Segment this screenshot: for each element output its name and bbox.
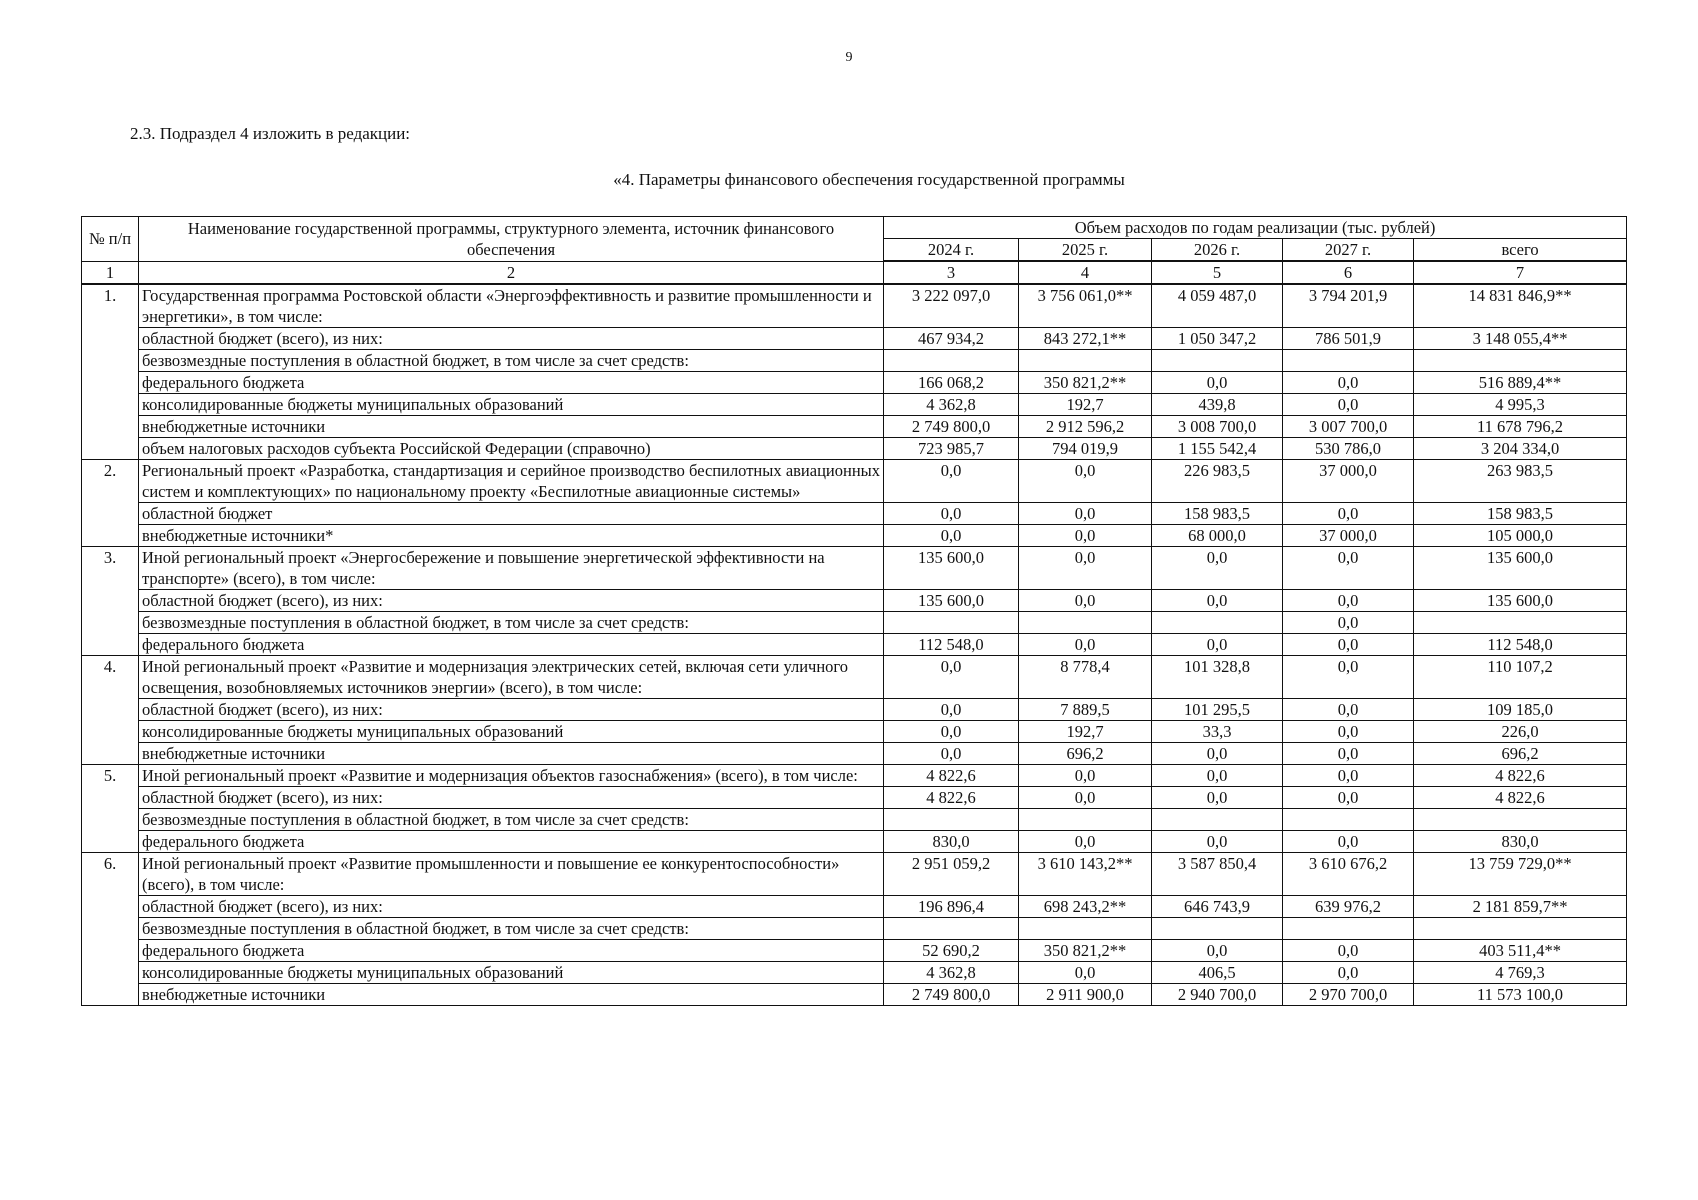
header-year: 2026 г.	[1152, 239, 1283, 262]
value-year	[1019, 350, 1152, 372]
value-year: 192,7	[1019, 394, 1152, 416]
value-total: 11 573 100,0	[1414, 984, 1627, 1006]
value-year: 0,0	[1152, 940, 1283, 962]
value-year: 0,0	[1283, 634, 1414, 656]
table-row-source	[82, 743, 1627, 765]
value-year: 2 940 700,0	[1152, 984, 1283, 1006]
table-row-source	[82, 394, 1627, 416]
value-year: 843 272,1**	[1019, 328, 1152, 350]
value-year: 166 068,2	[884, 372, 1019, 394]
header-year: 2027 г.	[1283, 239, 1414, 262]
value-year: 2 749 800,0	[884, 984, 1019, 1006]
table-row-source	[82, 438, 1627, 460]
value-year: 0,0	[1019, 525, 1152, 547]
value-year: 2 951 059,2	[884, 853, 1019, 896]
item-name: Государственная программа Ростовской области «Энергоэффективность и развитие промышленности и энергетики», в том числе:	[139, 284, 884, 328]
value-total	[1414, 809, 1627, 831]
table-row-source	[82, 590, 1627, 612]
value-total: 135 600,0	[1414, 547, 1627, 590]
value-total: 4 769,3	[1414, 962, 1627, 984]
table-row-source	[82, 372, 1627, 394]
row-number: 1.	[82, 284, 139, 460]
value-year: 786 501,9	[1283, 328, 1414, 350]
value-total: 516 889,4**	[1414, 372, 1627, 394]
value-year: 0,0	[884, 743, 1019, 765]
funding-source-name: безвозмездные поступления в областной бюджет, в том числе за счет средств:	[139, 612, 884, 634]
table-row-item	[82, 853, 1627, 896]
value-year: 646 743,9	[1152, 896, 1283, 918]
funding-source-name: консолидированные бюджеты муниципальных образований	[139, 721, 884, 743]
value-total: 2 181 859,7**	[1414, 896, 1627, 918]
value-year: 2 912 596,2	[1019, 416, 1152, 438]
table-row-source	[82, 962, 1627, 984]
value-total: 109 185,0	[1414, 699, 1627, 721]
value-year: 3 008 700,0	[1152, 416, 1283, 438]
value-year: 112 548,0	[884, 634, 1019, 656]
funding-source-name: федерального бюджета	[139, 372, 884, 394]
value-year	[1019, 918, 1152, 940]
value-year: 0,0	[1019, 765, 1152, 787]
item-name: Иной региональный проект «Развитие и модернизация объектов газоснабжения» (всего), в том числе:	[139, 765, 884, 787]
value-total: 13 759 729,0**	[1414, 853, 1627, 896]
table-row-source	[82, 634, 1627, 656]
header-num: № п/п	[82, 217, 139, 262]
row-number: 5.	[82, 765, 139, 853]
value-year: 3 756 061,0**	[1019, 284, 1152, 328]
value-year: 698 243,2**	[1019, 896, 1152, 918]
value-year: 0,0	[1152, 743, 1283, 765]
value-total: 105 000,0	[1414, 525, 1627, 547]
value-year: 4 822,6	[884, 787, 1019, 809]
value-year: 0,0	[1152, 787, 1283, 809]
value-year: 2 911 900,0	[1019, 984, 1152, 1006]
value-year: 7 889,5	[1019, 699, 1152, 721]
value-year: 0,0	[1019, 962, 1152, 984]
value-year: 0,0	[884, 721, 1019, 743]
value-total	[1414, 918, 1627, 940]
table-row-source	[82, 809, 1627, 831]
value-year: 2 749 800,0	[884, 416, 1019, 438]
row-number: 4.	[82, 656, 139, 765]
value-year: 158 983,5	[1152, 503, 1283, 525]
value-year: 0,0	[1283, 831, 1414, 853]
value-total: 4 995,3	[1414, 394, 1627, 416]
value-year: 1 050 347,2	[1152, 328, 1283, 350]
funding-source-name: безвозмездные поступления в областной бюджет, в том числе за счет средств:	[139, 350, 884, 372]
value-year: 3 610 143,2**	[1019, 853, 1152, 896]
value-year: 530 786,0	[1283, 438, 1414, 460]
funding-source-name: областной бюджет	[139, 503, 884, 525]
value-year: 3 794 201,9	[1283, 284, 1414, 328]
funding-source-name: внебюджетные источники	[139, 416, 884, 438]
value-year	[1283, 809, 1414, 831]
value-year: 0,0	[1019, 503, 1152, 525]
value-total: 4 822,6	[1414, 787, 1627, 809]
value-year: 0,0	[1283, 590, 1414, 612]
value-year: 0,0	[1019, 547, 1152, 590]
item-name: Региональный проект «Разработка, стандартизация и серийное производство беспилотных авиационных систем и комплектующих» по национальному проекту «Беспилотные авиационные системы»	[139, 460, 884, 503]
table-row-source	[82, 328, 1627, 350]
value-year	[1152, 350, 1283, 372]
value-year: 794 019,9	[1019, 438, 1152, 460]
value-year: 196 896,4	[884, 896, 1019, 918]
column-index: 1	[82, 261, 139, 284]
table-row-source	[82, 416, 1627, 438]
value-year: 406,5	[1152, 962, 1283, 984]
column-index-row	[82, 261, 1627, 284]
table-row-source	[82, 350, 1627, 372]
value-total: 14 831 846,9**	[1414, 284, 1627, 328]
item-name: Иной региональный проект «Энергосбережение и повышение энергетической эффективности на транспорте» (всего), в том числе:	[139, 547, 884, 590]
funding-source-name: консолидированные бюджеты муниципальных образований	[139, 962, 884, 984]
funding-source-name: областной бюджет (всего), из них:	[139, 590, 884, 612]
funding-source-name: федерального бюджета	[139, 940, 884, 962]
value-total: 3 204 334,0	[1414, 438, 1627, 460]
column-index: 4	[1019, 261, 1152, 284]
value-year: 0,0	[1152, 831, 1283, 853]
value-total: 4 822,6	[1414, 765, 1627, 787]
value-total	[1414, 612, 1627, 634]
value-year	[884, 809, 1019, 831]
value-year: 467 934,2	[884, 328, 1019, 350]
value-year: 0,0	[1152, 634, 1283, 656]
value-year: 0,0	[1019, 787, 1152, 809]
value-year: 0,0	[884, 525, 1019, 547]
header-total: всего	[1414, 239, 1627, 262]
value-total: 110 107,2	[1414, 656, 1627, 699]
value-year	[1152, 809, 1283, 831]
value-year: 4 362,8	[884, 962, 1019, 984]
value-year: 0,0	[1283, 940, 1414, 962]
value-year: 101 295,5	[1152, 699, 1283, 721]
funding-source-name: областной бюджет (всего), из них:	[139, 896, 884, 918]
value-year	[1019, 809, 1152, 831]
table-body	[82, 261, 1627, 1006]
value-year: 0,0	[1019, 831, 1152, 853]
value-total: 3 148 055,4**	[1414, 328, 1627, 350]
funding-source-name: безвозмездные поступления в областной бюджет, в том числе за счет средств:	[139, 809, 884, 831]
table-row-item	[82, 656, 1627, 699]
funding-source-name: безвозмездные поступления в областной бюджет, в том числе за счет средств:	[139, 918, 884, 940]
value-year: 830,0	[884, 831, 1019, 853]
value-total: 830,0	[1414, 831, 1627, 853]
value-year: 0,0	[1283, 612, 1414, 634]
value-total: 696,2	[1414, 743, 1627, 765]
header-year: 2024 г.	[884, 239, 1019, 262]
value-year: 0,0	[884, 503, 1019, 525]
header-year: 2025 г.	[1019, 239, 1152, 262]
value-year: 2 970 700,0	[1283, 984, 1414, 1006]
value-year: 0,0	[884, 656, 1019, 699]
column-index: 5	[1152, 261, 1283, 284]
value-year: 101 328,8	[1152, 656, 1283, 699]
value-year: 68 000,0	[1152, 525, 1283, 547]
value-year: 350 821,2**	[1019, 372, 1152, 394]
amendment-intro: 2.3. Подраздел 4 изложить в редакции:	[130, 124, 411, 143]
value-year: 37 000,0	[1283, 460, 1414, 503]
value-total: 135 600,0	[1414, 590, 1627, 612]
value-year: 0,0	[1152, 547, 1283, 590]
table-row-source	[82, 787, 1627, 809]
column-index: 2	[139, 261, 884, 284]
value-year: 135 600,0	[884, 590, 1019, 612]
value-year: 639 976,2	[1283, 896, 1414, 918]
value-year: 723 985,7	[884, 438, 1019, 460]
value-total: 226,0	[1414, 721, 1627, 743]
item-name: Иной региональный проект «Развитие и модернизация электрических сетей, включая сети уличного освещения, возобновляемых источников энергии» (всего), в том числе:	[139, 656, 884, 699]
value-year: 4 059 487,0	[1152, 284, 1283, 328]
funding-source-name: областной бюджет (всего), из них:	[139, 328, 884, 350]
value-year: 0,0	[1019, 590, 1152, 612]
value-year: 33,3	[1152, 721, 1283, 743]
funding-source-name: федерального бюджета	[139, 831, 884, 853]
item-name: Иной региональный проект «Развитие промышленности и повышение ее конкурентоспособности» (всего), в том числе:	[139, 853, 884, 896]
value-year: 0,0	[1283, 394, 1414, 416]
value-year	[884, 350, 1019, 372]
value-year: 3 610 676,2	[1283, 853, 1414, 896]
funding-source-name: областной бюджет (всего), из них:	[139, 699, 884, 721]
value-year: 52 690,2	[884, 940, 1019, 962]
header-name: Наименование государственной программы, структурного элемента, источник финансового обеспечения	[139, 217, 884, 262]
value-year: 3 007 700,0	[1283, 416, 1414, 438]
column-index: 7	[1414, 261, 1627, 284]
value-year: 0,0	[1152, 590, 1283, 612]
value-year: 3 587 850,4	[1152, 853, 1283, 896]
column-index: 3	[884, 261, 1019, 284]
value-year: 8 778,4	[1019, 656, 1152, 699]
value-year: 192,7	[1019, 721, 1152, 743]
value-year	[1152, 918, 1283, 940]
value-year: 1 155 542,4	[1152, 438, 1283, 460]
table-row-source	[82, 940, 1627, 962]
value-year: 0,0	[1283, 503, 1414, 525]
value-year: 0,0	[1283, 787, 1414, 809]
value-year: 0,0	[1019, 460, 1152, 503]
value-year: 0,0	[884, 460, 1019, 503]
value-year: 350 821,2**	[1019, 940, 1152, 962]
value-year: 0,0	[1283, 765, 1414, 787]
value-year: 439,8	[1152, 394, 1283, 416]
value-total	[1414, 350, 1627, 372]
column-index: 6	[1283, 261, 1414, 284]
table-row-source	[82, 525, 1627, 547]
value-year	[884, 612, 1019, 634]
funding-source-name: областной бюджет (всего), из них:	[139, 787, 884, 809]
value-year: 226 983,5	[1152, 460, 1283, 503]
page-number: 9	[845, 50, 853, 65]
value-year	[1019, 612, 1152, 634]
value-year: 3 222 097,0	[884, 284, 1019, 328]
table-row-source	[82, 831, 1627, 853]
table-row-item	[82, 460, 1627, 503]
value-year: 0,0	[1152, 765, 1283, 787]
table-row-source	[82, 896, 1627, 918]
value-year	[1152, 612, 1283, 634]
value-year: 0,0	[1283, 743, 1414, 765]
value-total: 263 983,5	[1414, 460, 1627, 503]
value-total: 403 511,4**	[1414, 940, 1627, 962]
value-year: 0,0	[1019, 634, 1152, 656]
value-year: 0,0	[1283, 547, 1414, 590]
row-number: 3.	[82, 547, 139, 656]
funding-source-name: внебюджетные источники	[139, 984, 884, 1006]
value-year: 0,0	[1283, 372, 1414, 394]
header-volume: Объем расходов по годам реализации (тыс. рублей)	[884, 217, 1627, 239]
funding-source-name: консолидированные бюджеты муниципальных образований	[139, 394, 884, 416]
financing-table	[81, 216, 1627, 1006]
funding-source-name: внебюджетные источники*	[139, 525, 884, 547]
value-year	[1283, 918, 1414, 940]
funding-source-name: внебюджетные источники	[139, 743, 884, 765]
value-total: 158 983,5	[1414, 503, 1627, 525]
value-year: 135 600,0	[884, 547, 1019, 590]
value-year: 0,0	[884, 699, 1019, 721]
value-total: 112 548,0	[1414, 634, 1627, 656]
table-row-source	[82, 699, 1627, 721]
value-total: 11 678 796,2	[1414, 416, 1627, 438]
funding-source-name: федерального бюджета	[139, 634, 884, 656]
value-year: 696,2	[1019, 743, 1152, 765]
section-title: «4. Параметры финансового обеспечения государственной программы	[613, 170, 1125, 189]
table-row-item	[82, 284, 1627, 328]
value-year	[884, 918, 1019, 940]
table-row-source	[82, 503, 1627, 525]
value-year	[1283, 350, 1414, 372]
value-year: 0,0	[1283, 656, 1414, 699]
table-row-source	[82, 612, 1627, 634]
funding-source-name: объем налоговых расходов субъекта Российской Федерации (справочно)	[139, 438, 884, 460]
value-year: 4 822,6	[884, 765, 1019, 787]
value-year: 0,0	[1283, 721, 1414, 743]
table-row-source	[82, 918, 1627, 940]
value-year: 0,0	[1283, 962, 1414, 984]
value-year: 0,0	[1283, 699, 1414, 721]
table-row-source	[82, 721, 1627, 743]
table-row-item	[82, 547, 1627, 590]
row-number: 6.	[82, 853, 139, 1006]
row-number: 2.	[82, 460, 139, 547]
table-row-item	[82, 765, 1627, 787]
table-row-source	[82, 984, 1627, 1006]
value-year: 4 362,8	[884, 394, 1019, 416]
value-year: 37 000,0	[1283, 525, 1414, 547]
value-year: 0,0	[1152, 372, 1283, 394]
